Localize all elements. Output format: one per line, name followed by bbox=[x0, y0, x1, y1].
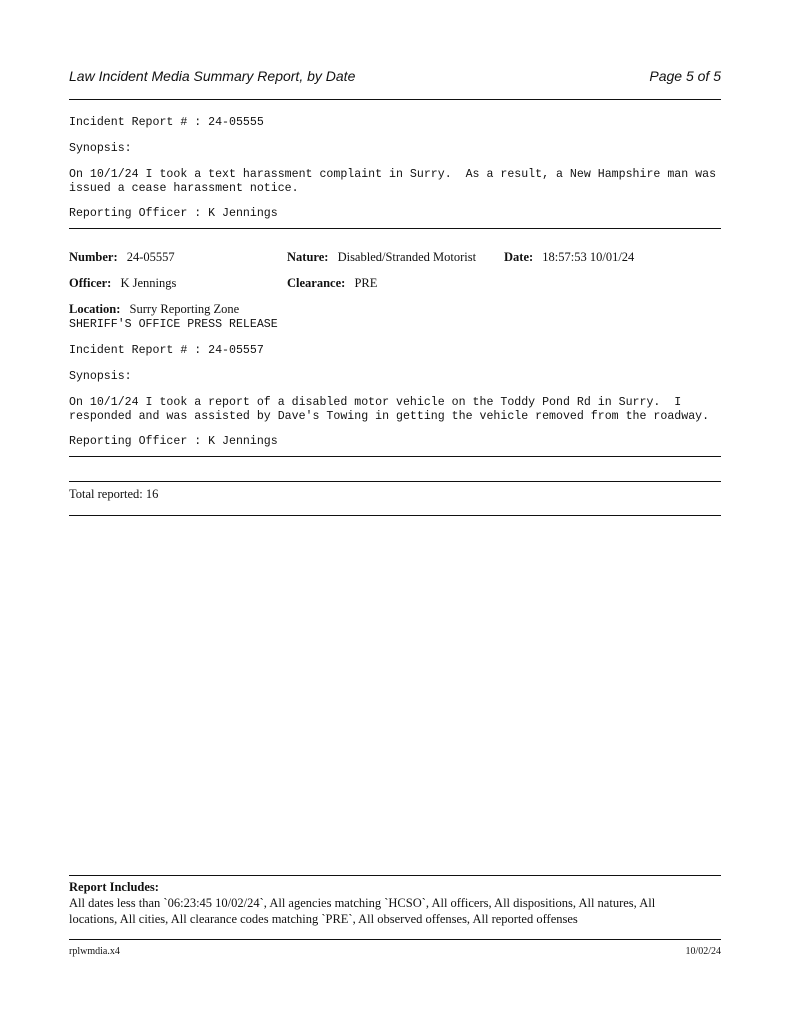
press-release-heading: SHERIFF'S OFFICE PRESS RELEASE bbox=[69, 318, 278, 331]
entry-divider bbox=[69, 228, 721, 229]
date-label: Date: bbox=[504, 250, 534, 264]
total-top-divider bbox=[69, 481, 721, 482]
clearance-field bbox=[287, 276, 377, 291]
page-number: Page 5 of 5 bbox=[649, 68, 721, 84]
nature-label: Nature: bbox=[287, 250, 329, 264]
location-label: Location: bbox=[69, 302, 121, 316]
date-field bbox=[504, 250, 634, 265]
officer-field bbox=[69, 276, 176, 291]
report-includes-line-1: All dates less than `06:23:45 10/02/24`, All agencies matching `HCSO`, All officers, All dispositions, All natures, All bbox=[69, 896, 656, 910]
total-bottom-divider bbox=[69, 515, 721, 516]
report-includes-label: Report Includes: bbox=[69, 880, 159, 894]
incident-report-line: Incident Report # : 24-05557 bbox=[69, 344, 264, 357]
location-field bbox=[69, 302, 239, 317]
number-field bbox=[69, 250, 175, 265]
header-divider bbox=[69, 99, 721, 100]
synopsis-text-line-2: issued a cease harassment notice. bbox=[69, 182, 299, 195]
number-label: Number: bbox=[69, 250, 118, 264]
incident-report-line: Incident Report # : 24-05555 bbox=[69, 116, 264, 129]
number-value: 24-05557 bbox=[126, 250, 175, 264]
synopsis-label: Synopsis: bbox=[69, 142, 132, 155]
officer-label: Officer: bbox=[69, 276, 112, 290]
total-reported: Total reported: 16 bbox=[69, 487, 159, 501]
synopsis-label: Synopsis: bbox=[69, 370, 132, 383]
synopsis-text-line-2: responded and was assisted by Dave's Towing in getting the vehicle removed from the roadway. bbox=[69, 410, 710, 423]
clearance-value: PRE bbox=[354, 276, 378, 290]
location-value: Surry Reporting Zone bbox=[129, 302, 240, 316]
footer-divider bbox=[69, 939, 721, 940]
synopsis-text-line-1: On 10/1/24 I took a report of a disabled motor vehicle on the Toddy Pond Rd in Surry. I bbox=[69, 396, 682, 409]
date-value: 18:57:53 10/01/24 bbox=[542, 250, 635, 264]
officer-value: K Jennings bbox=[120, 276, 177, 290]
report-title: Law Incident Media Summary Report, by Date bbox=[69, 68, 356, 84]
reporting-officer-line: Reporting Officer : K Jennings bbox=[69, 435, 278, 448]
nature-value: Disabled/Stranded Motorist bbox=[337, 250, 477, 264]
nature-field bbox=[287, 250, 476, 265]
program-name: rplwmdia.x4 bbox=[69, 946, 120, 957]
entry-divider bbox=[69, 456, 721, 457]
synopsis-text-line-1: On 10/1/24 I took a text harassment complaint in Surry. As a result, a New Hampshire man was bbox=[69, 168, 717, 181]
clearance-label: Clearance: bbox=[287, 276, 346, 290]
reporting-officer-line: Reporting Officer : K Jennings bbox=[69, 207, 278, 220]
print-date: 10/02/24 bbox=[685, 946, 721, 957]
report-includes-line-2: locations, All cities, All clearance codes matching `PRE`, All observed offenses, All reported offenses bbox=[69, 912, 578, 926]
report-includes-divider bbox=[69, 875, 721, 876]
